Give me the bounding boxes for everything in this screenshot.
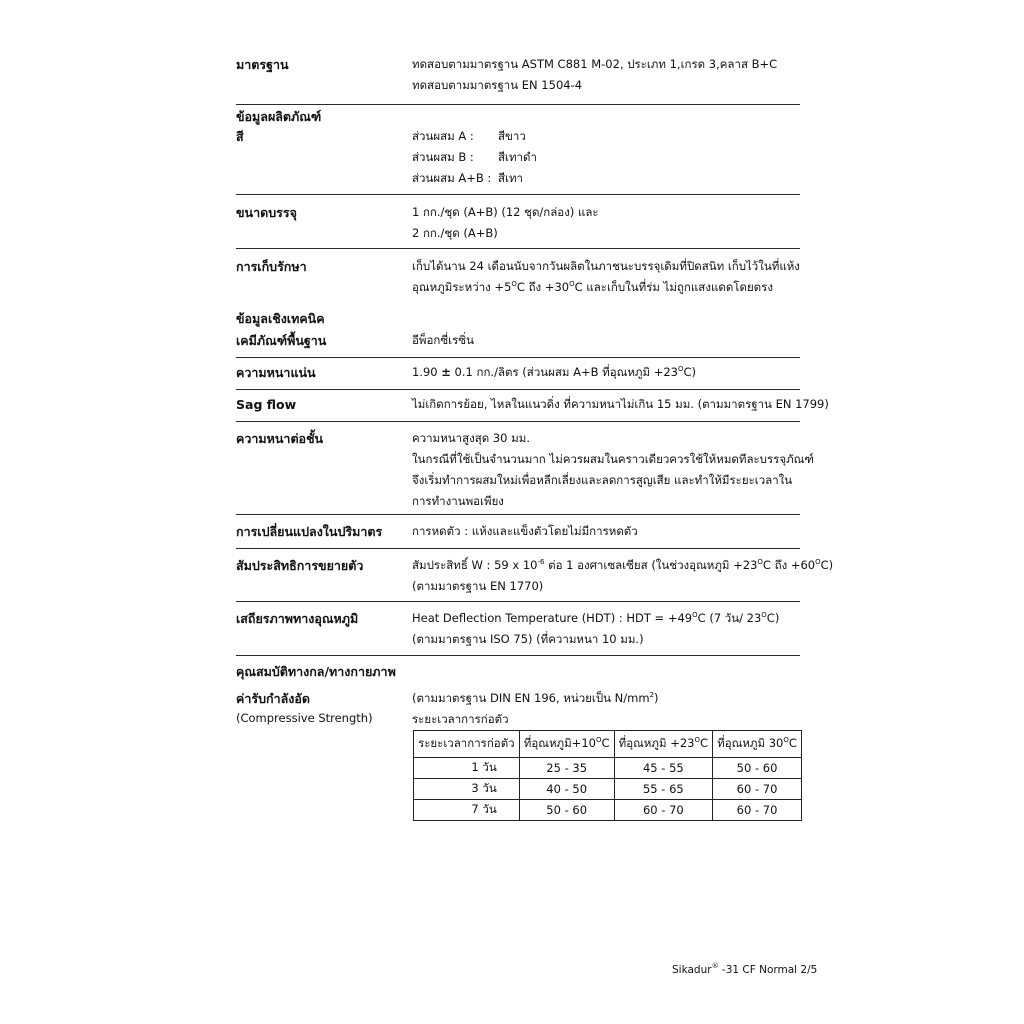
section-divider (236, 194, 800, 195)
header-text: C (788, 736, 797, 750)
base-chemical-label: เคมีภัณฑ์พื้นฐาน (236, 333, 327, 348)
degree-mark: O (694, 736, 700, 744)
expansion-line (412, 555, 833, 576)
density-text: 0.1 กก./ลิตร (ส่วนผสม A+B ที่อุณหภูมิ +23 (450, 365, 678, 379)
header-text: C (601, 736, 610, 750)
thermal-text: Heat Deflection Temperature (HDT) : HDT = +49 (412, 611, 693, 625)
standard-value (412, 54, 777, 96)
layer-thickness-value (412, 428, 814, 512)
table-cell: 1 วัน (414, 758, 520, 779)
registered-mark: ® (711, 962, 719, 970)
expansion-text: C) (820, 558, 834, 572)
table-cell: 60 - 70 (713, 800, 802, 821)
color-value: สีขาว (498, 129, 526, 143)
table-cell: 60 - 70 (614, 800, 713, 821)
expansion-text: สัมประสิทธิ์ W : 59 x 10 (412, 558, 538, 572)
standard-line: ทดสอบตามมาตรฐาน EN 1504-4 (412, 78, 583, 92)
table-cell: 60 - 70 (713, 779, 802, 800)
table-cell: 3 วัน (414, 779, 520, 800)
degree-mark: O (678, 365, 684, 373)
page-footer (672, 964, 817, 976)
section-divider (236, 389, 800, 390)
std-text: (ตามมาตรฐาน DIN EN 196, หน่วยเป็น N/mm (412, 691, 650, 705)
color-value: สีเทาดำ (498, 150, 537, 164)
footer-text: Sikadur (672, 964, 712, 976)
storage-line (412, 277, 800, 298)
density-value (412, 362, 696, 383)
layer-line: ความหนาสูงสุด 30 มม. (412, 431, 530, 445)
product-info-label: ข้อมูลผลิตภัณฑ์ (236, 109, 322, 124)
degree-mark: O (569, 280, 575, 288)
table-row (414, 800, 802, 821)
packaging-line: 2 กก./ชุด (A+B) (412, 226, 498, 240)
volume-change-label: การเปลี่ยนแปลงในปริมาตร (236, 524, 383, 539)
table-cell: 50 - 60 (519, 800, 614, 821)
layer-line: ในกรณีที่ใช้เป็นจำนวนมาก ไม่ควรผสมในคราวเดียวควรใช้ให้หมดทีละบรรจุภัณฑ์ (412, 452, 814, 466)
mechanical-label: คุณสมบัติทางกล/ทางกายภาพ (236, 664, 396, 679)
section-divider (236, 514, 800, 515)
header-text: ระยะเวลาการก่อตัว (418, 736, 515, 750)
section-divider (236, 548, 800, 549)
expansion-text: ต่อ 1 องศาเซลเซียส (ในช่วงอุณหภูมิ +23 (544, 558, 758, 572)
color-row (412, 147, 537, 168)
section-divider (236, 601, 800, 602)
density-text: C) (683, 365, 697, 379)
color-label: สี (236, 129, 244, 144)
table-cell: 55 - 65 (614, 779, 713, 800)
header-text: ที่อุณหภูมิ 30 (717, 736, 784, 750)
degree-mark: O (761, 611, 767, 619)
thermal-line (412, 608, 779, 629)
storage-text: C และเก็บในที่ร่ม ไม่ถูกแสงแดดโดยตรง (574, 280, 773, 294)
table-cell: 25 - 35 (519, 758, 614, 779)
table-cell: 7 วัน (414, 800, 520, 821)
plus-minus-sign: ± (441, 365, 451, 379)
header-text: ที่อุณหภูมิ +23 (618, 736, 695, 750)
column-header (614, 731, 713, 758)
packaging-label: ขนาดบรรจุ (236, 205, 297, 220)
thermal-line: (ตามมาตรฐาน ISO 75) (ที่ความหนา 10 มม.) (412, 632, 644, 646)
expansion-text: C ถึง +60 (762, 558, 816, 572)
section-divider (236, 421, 800, 422)
time-label: ระยะเวลาการก่อตัว (412, 712, 509, 726)
technical-label: ข้อมูลเชิงเทคนิค (236, 311, 325, 326)
density-label: ความหนาแน่น (236, 365, 316, 380)
sag-flow-label: Sag flow (236, 397, 297, 412)
color-value: สีเทา (498, 171, 523, 185)
degree-mark: O (511, 280, 517, 288)
table-cell: 40 - 50 (519, 779, 614, 800)
standard-label: มาตรฐาน (236, 57, 289, 72)
packaging-value (412, 202, 599, 244)
degree-mark: O (595, 736, 602, 744)
footer-text: -31 CF Normal 2/5 (718, 964, 818, 976)
section-divider (236, 104, 800, 105)
standard-line: ทดสอบตามมาตรฐาน ASTM C881 M-02, ประเภท 1,เกรด 3,คลาส B+C (412, 57, 778, 71)
color-row (412, 126, 537, 147)
table-cell: 45 - 55 (614, 758, 713, 779)
table-header-row (414, 731, 802, 758)
storage-line: เก็บได้นาน 24 เดือนนับจากวันผลิตในภาชนะบรรจุเดิมที่ปิดสนิท เก็บไว้ในที่แห้ง (412, 259, 800, 273)
section-divider (236, 248, 800, 249)
compressive-strength-table (413, 730, 802, 821)
compressive-std-line (412, 688, 659, 709)
compressive-standard (412, 688, 659, 730)
sag-flow-value: ไม่เกิดการย้อย, ไหลในแนวดิ่ง ที่ความหนาไม่เกิน 15 มม. (ตามมาตรฐาน EN 1799) (412, 397, 829, 411)
layer-line: การทำงานพอเพียง (412, 494, 504, 508)
base-chemical-value: อีพ็อกซี่เรซิ่น (412, 333, 474, 347)
storage-text: อุณหภูมิระหว่าง +5 (412, 280, 512, 294)
column-header (713, 731, 802, 758)
expansion-line: (ตามมาตรฐาน EN 1770) (412, 579, 544, 593)
color-key: ส่วนผสม B : (412, 150, 474, 164)
compressive-label-en: (Compressive Strength) (236, 711, 373, 725)
volume-change-value: การหดตัว : แห้งและแข็งตัวโดยไม่มีการหดตัว (412, 524, 638, 538)
table-row (414, 758, 802, 779)
header-text: C (699, 736, 709, 750)
column-header (414, 731, 520, 758)
header-text: ที่อุณหภูมิ+10 (523, 736, 596, 750)
packaging-line: 1 กก./ชุด (A+B) (12 ชุด/กล่อง) และ (412, 205, 599, 219)
layer-thickness-label: ความหนาต่อชั้น (236, 431, 324, 446)
section-divider (236, 655, 800, 656)
thermal-stability-label: เสถียรภาพทางอุณหภูมิ (236, 611, 359, 626)
section-divider (236, 357, 800, 358)
thermal-stability-value (412, 608, 779, 650)
degree-mark: O (757, 558, 763, 566)
color-values (412, 126, 537, 189)
table-row (414, 779, 802, 800)
degree-mark: O (815, 558, 821, 566)
compressive-label: ค่ารับกำลังอัด (236, 691, 311, 706)
unit-exponent: 2 (649, 691, 655, 699)
exponent: -6 (537, 558, 545, 566)
density-text: 1.90 (412, 365, 442, 379)
storage-text: C ถึง +30 (516, 280, 570, 294)
color-key: ส่วนผสม A : (412, 129, 474, 143)
std-text: ) (654, 691, 659, 705)
table-cell: 50 - 60 (713, 758, 802, 779)
thermal-text: C (7 วัน/ 23 (697, 611, 762, 625)
color-row (412, 168, 537, 189)
expansion-label: สัมประสิทธิการขยายตัว (236, 558, 364, 573)
thermal-text: C) (766, 611, 780, 625)
storage-label: การเก็บรักษา (236, 259, 307, 274)
layer-line: จึงเริ่มทำการผสมใหม่เพื่อหลีกเลี่ยงและลดการสูญเสีย และทำให้มีระยะเวลาใน (412, 473, 793, 487)
degree-mark: O (692, 611, 698, 619)
color-key: ส่วนผสม A+B : (412, 171, 492, 185)
degree-mark: O (783, 736, 789, 744)
expansion-value (412, 555, 833, 597)
storage-value (412, 256, 800, 298)
column-header (519, 731, 614, 758)
